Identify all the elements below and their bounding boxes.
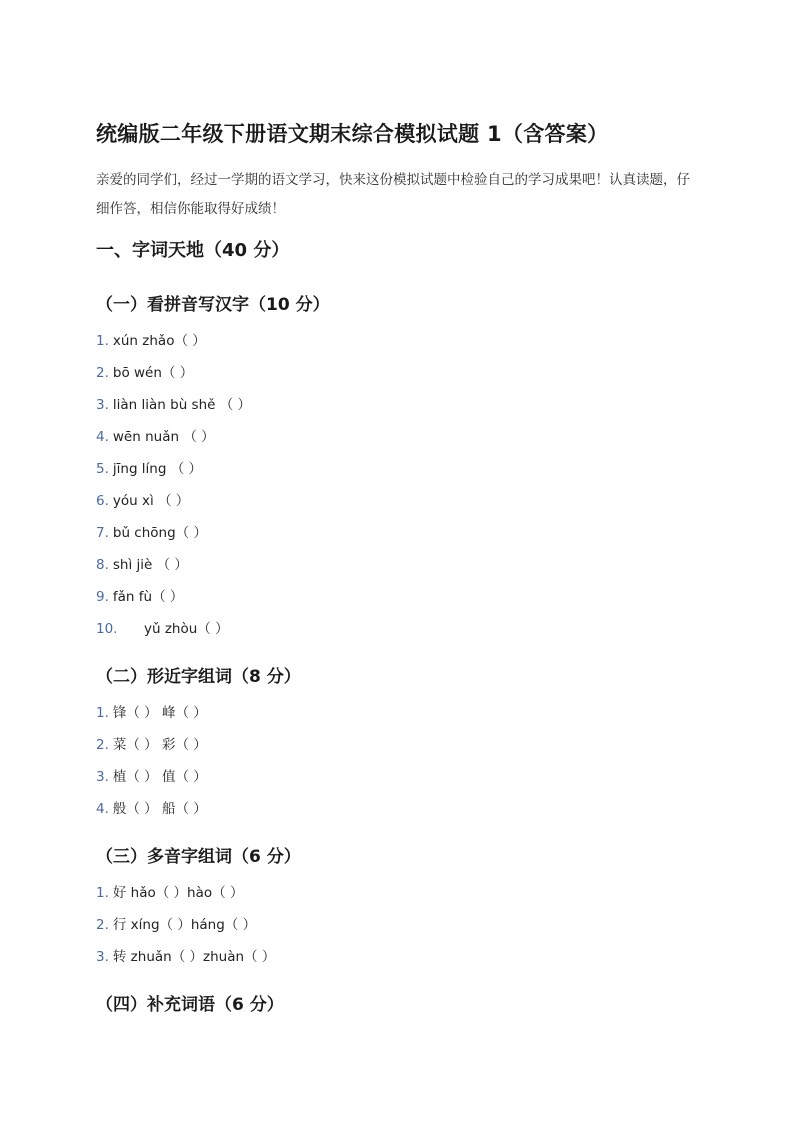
part-heading-1: （一）看拼音写汉字（10 分） [96, 295, 330, 315]
list-item [96, 946, 275, 978]
list-item [96, 914, 275, 946]
item-text: 植（ ） 值（ ） [112, 769, 207, 785]
item-text: yǔ zhòu（ ） [144, 621, 229, 637]
item-number: 3. [96, 949, 109, 965]
item-number: 5. [96, 461, 109, 477]
item-text: 般（ ） 船（ ） [112, 801, 207, 817]
intro-paragraph: 亲爱的同学们，经过一学期的语文学习，快来这份模拟试题中检验自己的学习成果吧！认真读题，仔细作答，相信你能取得好成绩！ [96, 172, 690, 217]
item-text: 转 zhuǎn（ ）zhuàn（ ） [112, 949, 276, 965]
list-item [96, 702, 207, 734]
item-number: 9. [96, 589, 109, 605]
item-text: xún zhǎo（ ） [112, 333, 206, 349]
item-number: 2. [96, 737, 109, 753]
item-text: bǔ chōng（ ） [112, 525, 207, 541]
part-heading-2: （二）形近字组词（8 分） [96, 667, 301, 687]
item-text: 行 xíng（ ）háng（ ） [112, 917, 257, 933]
list-item [96, 554, 251, 586]
item-text: 菜（ ） 彩（ ） [112, 737, 207, 753]
list-item [96, 882, 275, 914]
item-text: shì jiè （ ） [112, 557, 188, 573]
part-heading-4: （四）补充词语（6 分） [96, 995, 284, 1015]
item-number: 7. [96, 525, 109, 541]
similar-char-list [96, 702, 207, 830]
item-text: liàn liàn bù shě （ ） [112, 397, 252, 413]
list-item [96, 458, 251, 490]
item-text: bō wén（ ） [112, 365, 194, 381]
list-item [96, 490, 251, 522]
item-number: 2. [96, 365, 109, 381]
item-text: 锋（ ） 峰（ ） [112, 705, 207, 721]
item-text: jīng líng （ ） [112, 461, 203, 477]
list-item [96, 330, 251, 362]
list-item [96, 522, 251, 554]
polyphone-list [96, 882, 275, 978]
list-item [96, 426, 251, 458]
item-number: 3. [96, 397, 109, 413]
pinyin-list [96, 330, 251, 650]
item-text: fǎn fù（ ） [112, 589, 184, 605]
item-number: 3. [96, 769, 109, 785]
list-item [96, 362, 251, 394]
item-number: 1. [96, 333, 109, 349]
part-heading-3: （三）多音字组词（6 分） [96, 847, 301, 867]
item-number: 4. [96, 801, 109, 817]
item-number: 1. [96, 885, 109, 901]
list-item [96, 618, 251, 650]
item-number: 10. [96, 621, 118, 637]
item-number: 6. [96, 493, 109, 509]
item-number: 4. [96, 429, 109, 445]
list-item [96, 798, 207, 830]
section-heading-1: 一、字词天地（40 分） [96, 240, 290, 261]
list-item [96, 586, 251, 618]
list-item [96, 734, 207, 766]
item-number: 1. [96, 705, 109, 721]
list-item [96, 394, 251, 426]
item-text: yóu xì （ ） [112, 493, 190, 509]
list-item [96, 766, 207, 798]
item-number: 2. [96, 917, 109, 933]
item-text: 好 hǎo（ ）hào（ ） [112, 885, 244, 901]
item-text: wēn nuǎn （ ） [112, 429, 215, 445]
page-title: 统编版二年级下册语文期末综合模拟试题 1（含答案） [96, 122, 609, 146]
item-number: 8. [96, 557, 109, 573]
